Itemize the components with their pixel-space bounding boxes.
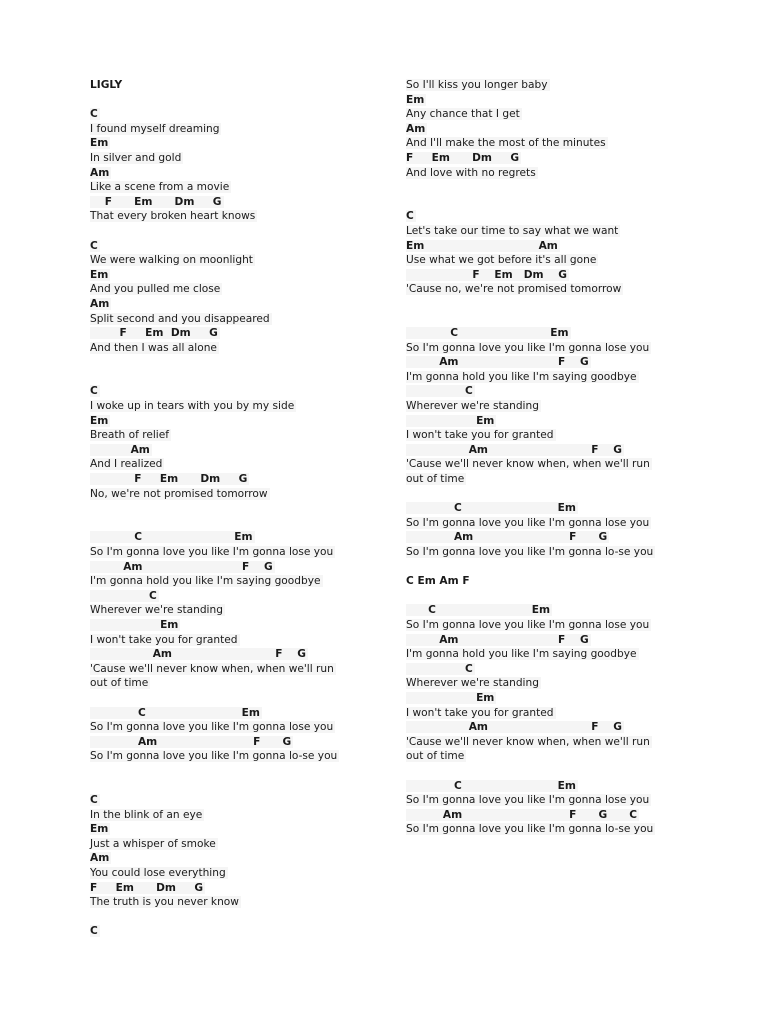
chord-line: [406, 603, 736, 618]
blank-line: [406, 589, 736, 604]
lyric-line: [90, 808, 420, 823]
chord-line: [90, 166, 420, 181]
lyric-line: [90, 312, 420, 327]
lyric-line: [90, 487, 420, 502]
lyric-line-text: Wherever we're standing: [406, 677, 539, 690]
chord-line: [406, 720, 736, 735]
lyric-line: [90, 895, 420, 910]
chord-line: [90, 735, 420, 750]
lyric-line-text: Wherever we're standing: [90, 604, 223, 617]
chord-line: [406, 530, 736, 545]
blank-line: [406, 312, 736, 327]
lyric-line-text: And love with no regrets: [406, 166, 536, 179]
right-column: [406, 78, 736, 837]
chord-line: [90, 851, 420, 866]
lyric-line-text: And I'll make the most of the minutes: [406, 137, 606, 150]
chord-line-text: F Em Dm G: [90, 327, 218, 340]
chord-line: [406, 662, 736, 677]
song-title-text: C Em Am F: [406, 575, 470, 588]
lyric-line: [90, 676, 420, 691]
chord-line: [90, 239, 420, 254]
chord-line: [90, 560, 420, 575]
chord-line-text: Em Am: [406, 239, 558, 252]
lyric-line-text: So I'm gonna love you like I'm gonna lose you: [406, 794, 650, 807]
lyric-line: [406, 107, 736, 122]
chord-line-text: C: [90, 239, 98, 252]
lyric-line: [406, 735, 736, 750]
blank-line: [406, 297, 736, 312]
lyric-line: [406, 399, 736, 414]
lyric-line-text: Like a scene from a movie: [90, 181, 230, 194]
chord-line-text: Am F G: [406, 356, 589, 369]
blank-line: [90, 691, 420, 706]
lyric-line-text: So I'm gonna love you like I'm gonna lose you: [90, 721, 334, 734]
lyric-line-text: I won't take you for granted: [406, 706, 554, 719]
chord-line-text: Am: [90, 297, 110, 310]
chord-line-text: F Em Dm G: [90, 195, 222, 208]
blank-line: [90, 224, 420, 239]
lyric-line: [406, 253, 736, 268]
chord-line: [90, 924, 420, 939]
lyric-line-text: So I'm gonna love you like I'm gonna lose you: [406, 618, 650, 631]
lyric-line: [406, 676, 736, 691]
chord-line: [90, 297, 420, 312]
lyric-line-text: Let's take our time to say what we want: [406, 224, 619, 237]
lyric-line-text: And I realized: [90, 458, 163, 471]
lyric-line-text: 'Cause we'll never know when, when we'll run: [406, 458, 650, 471]
left-column: [90, 78, 420, 939]
lyric-line: [406, 457, 736, 472]
chord-line-text: Em: [406, 93, 425, 106]
lyric-line: [406, 647, 736, 662]
lyric-line: [90, 720, 420, 735]
lyric-line-text: I won't take you for granted: [406, 429, 554, 442]
chord-line-text: Am: [90, 852, 110, 865]
chord-line: [90, 530, 420, 545]
lyric-line-text: So I'm gonna love you like I'm gonna lose you: [406, 516, 650, 529]
chord-line-text: Em: [90, 137, 109, 150]
lyric-line-text: And you pulled me close: [90, 283, 221, 296]
lyric-line-text: So I'm gonna love you like I'm gonna lo-se you: [90, 750, 338, 763]
chord-line: [406, 779, 736, 794]
lyric-line: [406, 822, 736, 837]
lyric-line-text: I'm gonna hold you like I'm saying goodbye: [90, 575, 321, 588]
lyric-line-text: 'Cause we'll never know when, when we'll run: [90, 662, 334, 675]
lyric-line-text: And then I was all alone: [90, 341, 217, 354]
blank-line: [90, 93, 420, 108]
chord-line-text: Am: [90, 166, 110, 179]
lyric-line-text: Breath of relief: [90, 429, 169, 442]
blank-line: [90, 370, 420, 385]
lyric-line-text: out of time: [90, 677, 149, 690]
chord-line-text: Am F G: [90, 648, 306, 661]
lyric-line: [90, 633, 420, 648]
chord-line: [406, 384, 736, 399]
chord-line-text: C Em: [90, 706, 260, 719]
lyric-line-text: I'm gonna hold you like I'm saying goodbye: [406, 370, 637, 383]
chord-line-text: F Em Dm G: [406, 268, 567, 281]
lyric-line: [406, 224, 736, 239]
blank-line: [90, 516, 420, 531]
chord-line-text: Em: [406, 414, 495, 427]
lyric-line: [90, 341, 420, 356]
chord-line-text: Am F G: [406, 721, 622, 734]
lyric-line: [90, 151, 420, 166]
chord-line: [90, 822, 420, 837]
lyric-line-text: 'Cause we'll never know when, when we'll run: [406, 735, 650, 748]
blank-line: [90, 355, 420, 370]
chord-line: [406, 808, 736, 823]
blank-line: [406, 180, 736, 195]
lyric-line: [90, 545, 420, 560]
chord-line-text: Em: [406, 691, 495, 704]
chord-line-text: C: [90, 925, 98, 938]
chord-line-text: Am F G: [406, 531, 608, 544]
lyric-line-text: I'm gonna hold you like I'm saying goodbye: [406, 648, 637, 661]
chord-line-text: F Em Dm G: [406, 151, 520, 164]
lyric-line-text: No, we're not promised tomorrow: [90, 487, 268, 500]
chord-line: [90, 384, 420, 399]
chord-line-text: Em: [90, 268, 109, 281]
chord-line-text: Em: [90, 618, 179, 631]
lyric-line: [90, 282, 420, 297]
chord-line-text: Am: [406, 122, 426, 135]
chord-line-text: Em: [90, 414, 109, 427]
lyric-line-text: That every broken heart knows: [90, 210, 256, 223]
lyric-line: [406, 370, 736, 385]
song-title: [90, 78, 420, 93]
chord-line-text: Am F G: [90, 735, 292, 748]
chord-line: [90, 881, 420, 896]
chord-line-text: Am F G: [90, 560, 273, 573]
lyric-line-text: So I'm gonna love you like I'm gonna lose you: [90, 546, 334, 558]
lyric-line-text: I found myself dreaming: [90, 122, 220, 135]
chord-line: [90, 589, 420, 604]
chord-line: [406, 414, 736, 429]
chord-line: [406, 355, 736, 370]
chord-line: [90, 107, 420, 122]
chord-line: [90, 793, 420, 808]
chord-line: [90, 136, 420, 151]
lyric-line-text: Use what we got before it's all gone: [406, 254, 597, 267]
lyric-line: [406, 706, 736, 721]
lyric-line-text: So I'll kiss you longer baby: [406, 79, 548, 91]
lyric-line: [90, 209, 420, 224]
chord-line-text: C: [406, 385, 473, 398]
lyric-line: [90, 574, 420, 589]
lyric-line-text: Any chance that I get: [406, 108, 520, 121]
song-title: [406, 574, 736, 589]
chord-line-text: C Em: [406, 779, 576, 792]
chord-line-text: Em: [90, 823, 109, 836]
chord-line-text: C: [90, 385, 98, 398]
lyric-line: [406, 428, 736, 443]
lyric-line: [406, 545, 736, 560]
blank-line: [90, 764, 420, 779]
chord-line-text: C: [406, 662, 473, 675]
lyric-line-text: We were walking on moonlight: [90, 254, 253, 267]
lyric-line-text: Just a whisper of smoke: [90, 837, 216, 850]
chord-line-text: C Em: [90, 531, 253, 544]
lyric-line: [90, 122, 420, 137]
chord-line: [406, 691, 736, 706]
lyric-line-text: out of time: [406, 473, 465, 486]
lyric-line: [406, 166, 736, 181]
lyric-line: [406, 618, 736, 633]
lyric-line: [90, 253, 420, 268]
lyric-line-text: You could lose everything: [90, 867, 226, 880]
lyric-line: [90, 180, 420, 195]
chord-line: [406, 122, 736, 137]
chord-line: [90, 268, 420, 283]
lyric-line: [406, 78, 736, 93]
lyric-line-text: The truth is you never know: [90, 896, 239, 909]
chord-line-text: C Em: [406, 502, 576, 515]
lyric-line-text: In silver and gold: [90, 151, 182, 164]
chord-line-text: Am F G: [406, 443, 622, 456]
chord-line: [90, 647, 420, 662]
chord-line: [90, 326, 420, 341]
chord-line-text: C: [90, 794, 98, 807]
lyric-line-text: In the blink of an eye: [90, 808, 203, 821]
chord-line: [90, 472, 420, 487]
chord-line-text: C: [406, 210, 414, 223]
lyric-line-text: So I'm gonna love you like I'm gonna lose you: [406, 341, 650, 354]
lyric-line-text: out of time: [406, 750, 465, 763]
lyric-line-text: So I'm gonna love you like I'm gonna lo-se you: [406, 546, 654, 558]
chord-line-text: F Em Dm G: [90, 881, 204, 894]
lyric-line: [90, 457, 420, 472]
blank-line: [90, 910, 420, 925]
chord-line-text: F Em Dm G: [90, 473, 248, 486]
lyric-line: [90, 428, 420, 443]
chord-line: [406, 151, 736, 166]
chord-line: [90, 618, 420, 633]
lyric-line: [406, 793, 736, 808]
chord-line-text: Am F G: [406, 633, 589, 646]
chord-line: [406, 501, 736, 516]
chord-line: [90, 706, 420, 721]
lyric-line: [90, 399, 420, 414]
chord-line: [90, 414, 420, 429]
chord-line-text: C: [90, 589, 157, 602]
chord-line: [406, 443, 736, 458]
chord-line: [406, 209, 736, 224]
chord-line: [406, 633, 736, 648]
lyric-line: [90, 603, 420, 618]
lyric-line: [406, 282, 736, 297]
lyric-line-text: Split second and you disappeared: [90, 312, 270, 325]
blank-line: [90, 501, 420, 516]
chord-line-text: C Em: [406, 604, 551, 617]
chord-line-text: C: [90, 108, 98, 121]
blank-line: [406, 487, 736, 502]
lyric-line: [90, 749, 420, 764]
lyric-line: [406, 516, 736, 531]
chord-line-text: C Em: [406, 327, 569, 340]
chord-line: [406, 268, 736, 283]
chord-line-text: Am F G C: [406, 808, 638, 821]
chord-line: [406, 239, 736, 254]
lyric-line-text: So I'm gonna love you like I'm gonna lo-se you: [406, 823, 654, 836]
blank-line: [406, 764, 736, 779]
blank-line: [406, 560, 736, 575]
lyric-line: [90, 866, 420, 881]
lyric-line-text: 'Cause no, we're not promised tomorrow: [406, 283, 622, 296]
lyric-line: [90, 837, 420, 852]
lyric-line-text: I woke up in tears with you by my side: [90, 400, 295, 413]
lyric-line-text: I won't take you for granted: [90, 633, 238, 646]
chord-line: [90, 195, 420, 210]
blank-line: [90, 779, 420, 794]
lyric-line: [90, 662, 420, 677]
chord-line-text: Am: [90, 443, 150, 456]
lyric-line: [406, 749, 736, 764]
lyric-line-text: Wherever we're standing: [406, 400, 539, 413]
song-title-text: LIGLY: [90, 79, 123, 91]
lyric-line: [406, 136, 736, 151]
chord-line: [90, 443, 420, 458]
chord-line: [406, 93, 736, 108]
lyric-line: [406, 472, 736, 487]
blank-line: [406, 195, 736, 210]
chord-line: [406, 326, 736, 341]
lyric-line: [406, 341, 736, 356]
